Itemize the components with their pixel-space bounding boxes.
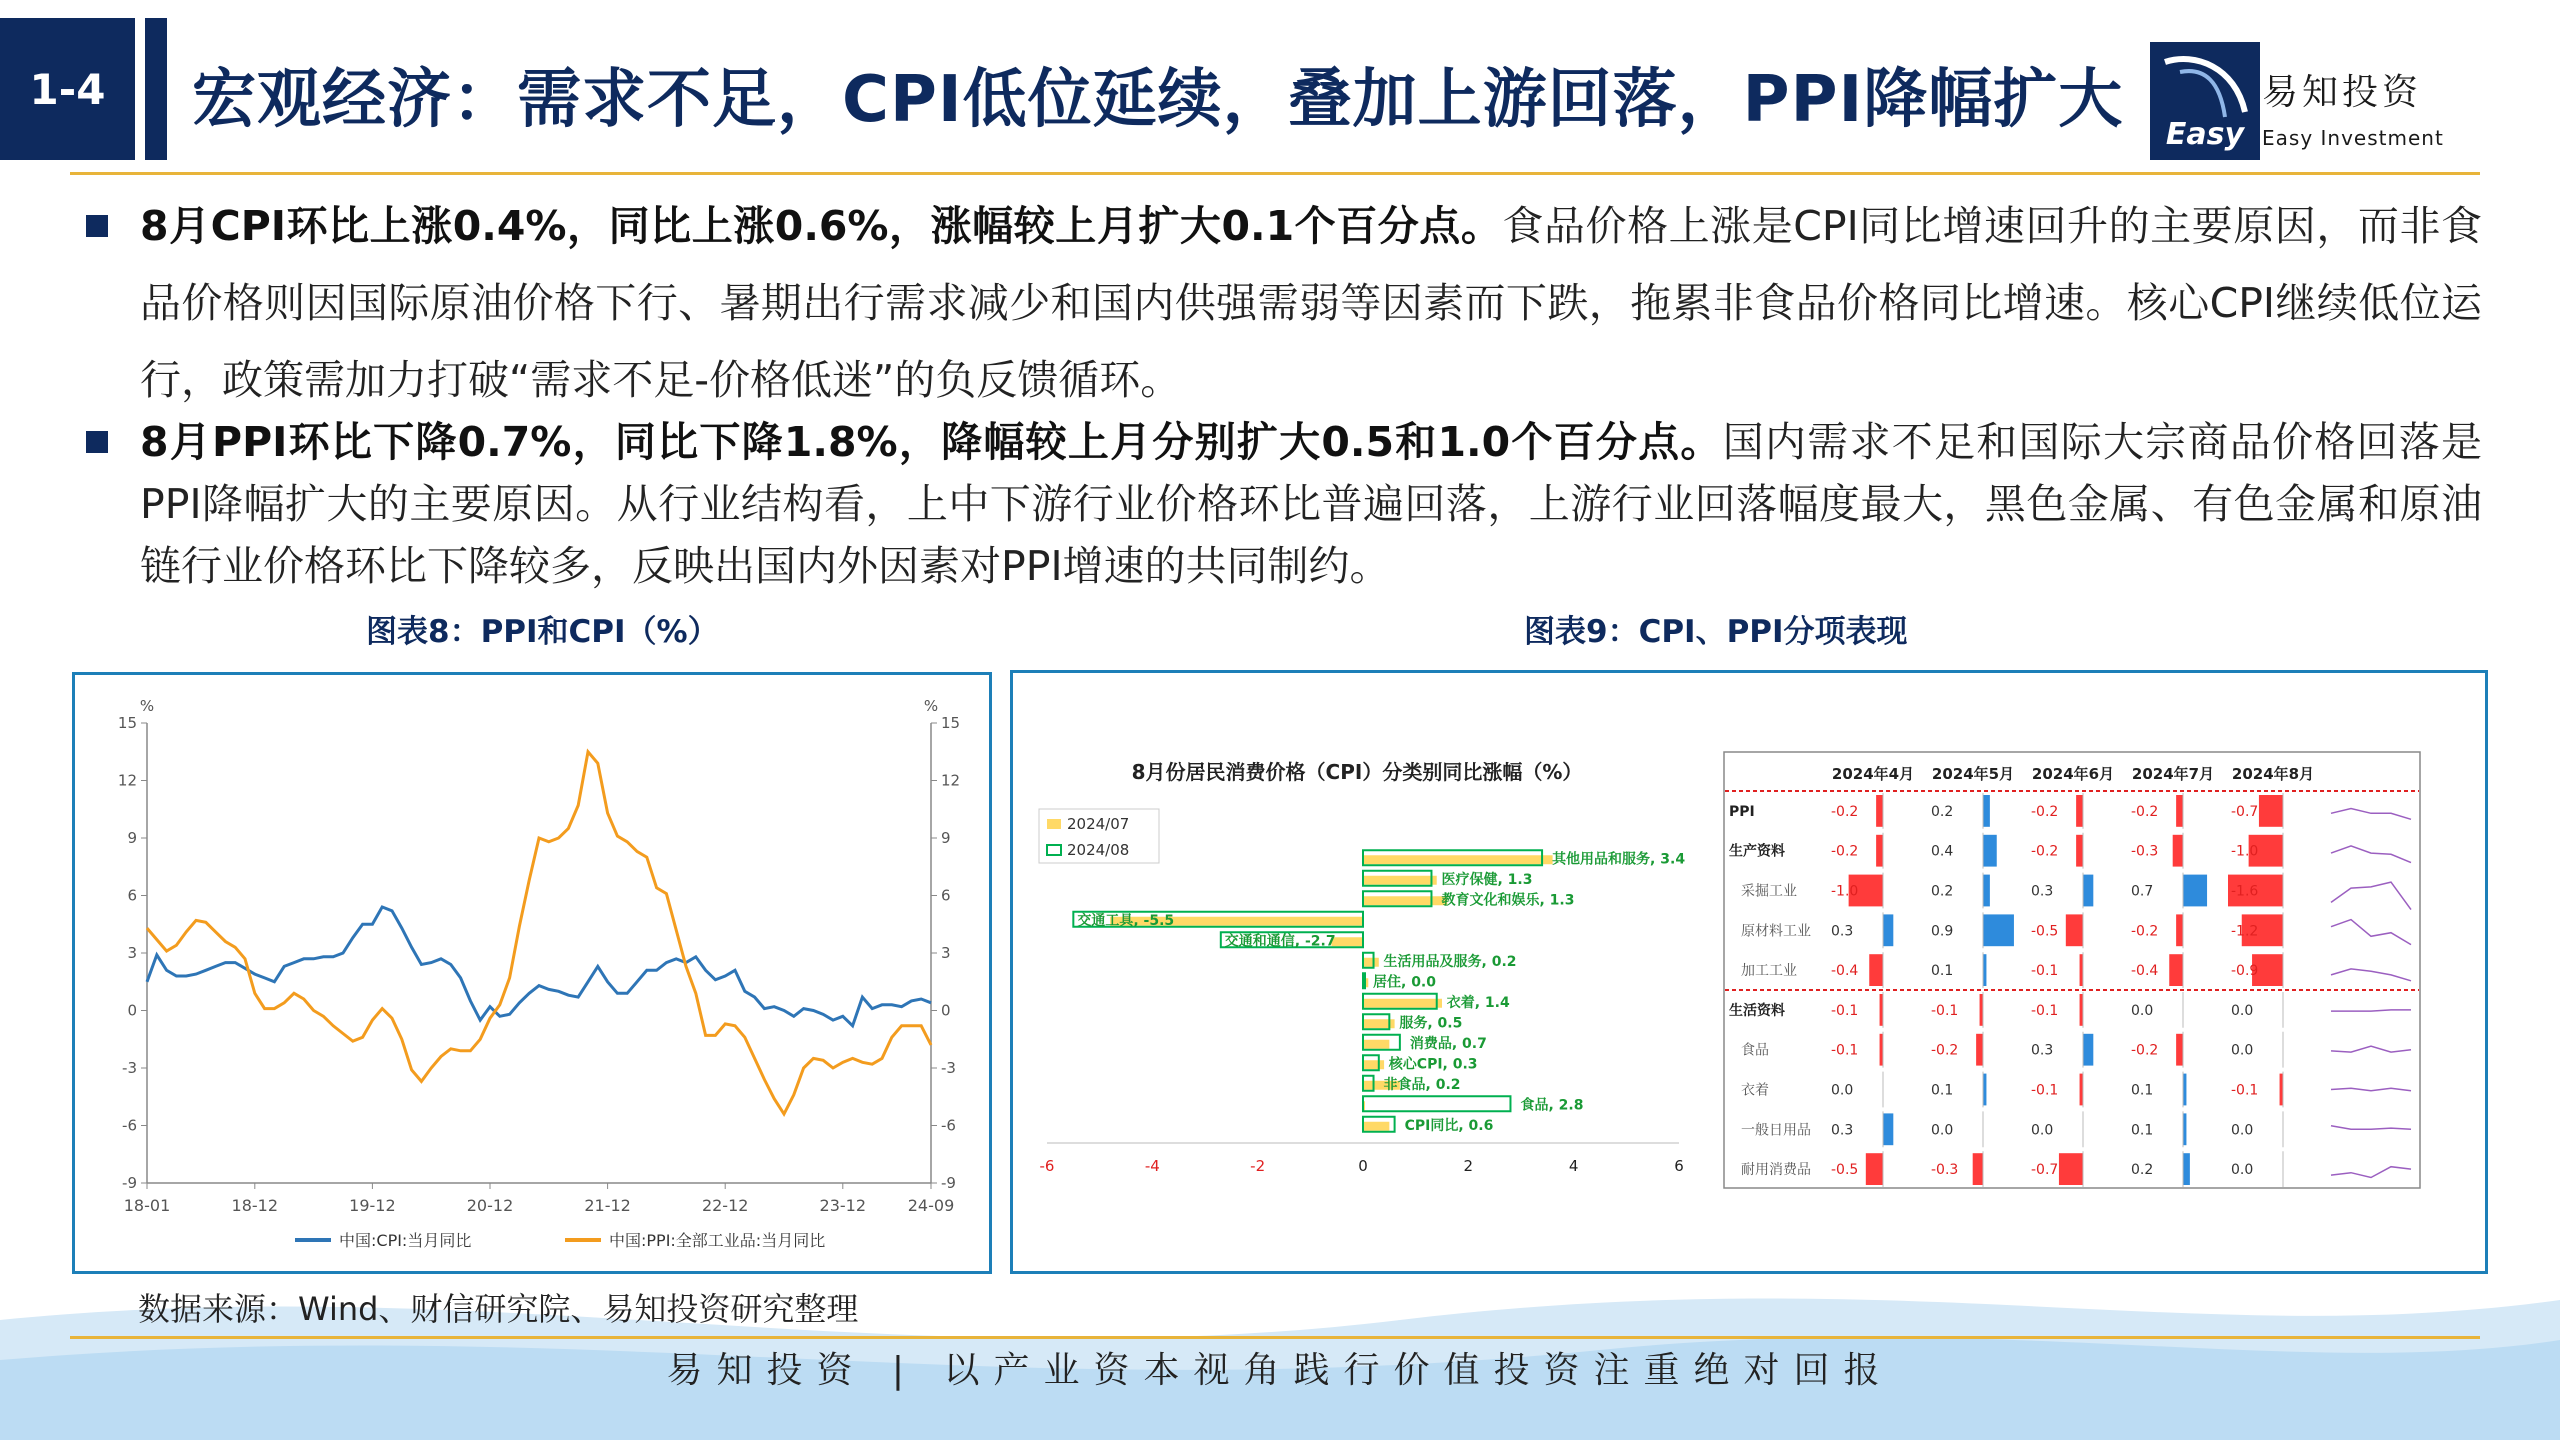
bullet-cpi-headline: 8月CPI环比上涨0.4%，同比上涨0.6%，涨幅较上月扩大0.1个百分点。 [140, 202, 1503, 250]
page-title: 宏观经济：需求不足，CPI低位延续，叠加上游回落，PPI降幅扩大 [192, 63, 2124, 137]
bar-data-label: 交通和通信, -2.7 [1224, 933, 1336, 950]
table-data-bar [2173, 835, 2183, 867]
bar-data-label: 食品, 2.8 [1520, 1097, 1584, 1114]
bullet-ppi [86, 411, 2482, 597]
table-cell-value: -0.2 [1831, 843, 1859, 860]
bar-data-label: 医疗保健, 1.3 [1441, 871, 1533, 888]
table-row-label: 采掘工业 [1741, 883, 1797, 900]
table-data-bar [2259, 795, 2283, 827]
x-tick-label: 22-12 [701, 1196, 749, 1215]
table-data-bar [1983, 875, 1990, 907]
y-tick-label-left: 6 [127, 886, 137, 905]
table-data-bar [2183, 1074, 2186, 1106]
table-cell-value: -0.1 [1931, 1002, 1959, 1019]
logo-chinese-name: 易知投资 [2262, 72, 2423, 113]
table-data-bar [1876, 835, 1883, 867]
data-source: 数据来源：Wind、财信研究院、易知投资研究整理 [138, 1290, 859, 1328]
top-divider [70, 172, 2480, 175]
table-column-header: 2024年6月 [2031, 765, 2115, 783]
bar-2024-07 [1363, 1040, 1389, 1049]
x-tick-label: 23-12 [819, 1196, 867, 1215]
table-data-bar [2183, 875, 2207, 907]
table-cell-value: -0.4 [2131, 963, 2159, 980]
y-tick-label-right: 3 [941, 944, 951, 962]
table-data-bar [1983, 954, 1986, 986]
bar-data-label: 非食品, 0.2 [1383, 1076, 1461, 1093]
legend-label: 2024/07 [1067, 815, 1130, 833]
bar-data-label: CPI同比, 0.6 [1404, 1117, 1494, 1134]
bullet-cpi-text: 食品价格上涨是CPI同比增速回升的主要原因，而非食品价格则因国际原油价格下行、暑期出行需求减少和国内供强需弱等因素而下跌，拖累非食品价格同比增速。核心CPI继续低位运行，政策需加力打破“需求不足-价格低迷”的负反馈循环。 [140, 202, 2482, 404]
table-cell-value: 0.4 [1931, 843, 1954, 860]
y-tick-label-left: 15 [117, 714, 137, 732]
table-data-bar [1880, 1034, 1883, 1066]
table-cell-value: 0.1 [1931, 963, 1954, 980]
bar-data-label: 交通工具, -5.5 [1077, 912, 1175, 929]
bar-data-label: 生活用品及服务, 0.2 [1383, 953, 1517, 970]
logo-english-name: Easy Investment [2262, 126, 2444, 150]
table-cell-value: 0.0 [2131, 1002, 2154, 1019]
table-cell-value: 0.7 [2131, 883, 2154, 900]
table-cell-value: -0.5 [1831, 1162, 1859, 1179]
table-data-bar [1880, 994, 1883, 1026]
table-cell-value: 0.1 [2131, 1082, 2154, 1099]
table-cell-value: 0.0 [2231, 1042, 2254, 1059]
footer-slogan: 易知投资 | 以产业资本视角践行价值投资注重绝对回报 [666, 1350, 1894, 1391]
y-tick-label-left: 3 [127, 944, 137, 962]
y-tick-label-right: 6 [941, 886, 951, 905]
table-cell-value: 0.0 [2231, 1002, 2254, 1019]
table-data-bar [2280, 1074, 2283, 1106]
table-cell-value: 0.2 [2131, 1162, 2154, 1179]
bar-data-label: 居住, 0.0 [1373, 974, 1436, 991]
y-tick-label-right: -6 [941, 1116, 956, 1135]
bullet-square-icon [86, 431, 108, 453]
table-cell-value: -0.2 [2131, 803, 2159, 820]
table-cell-value: -1.0 [2231, 843, 2259, 860]
bullet-ppi-headline: 8月PPI环比下降0.7%，同比下降1.8%，降幅较上月分别扩大0.5和1.0个百分点。 [140, 418, 1723, 466]
y-tick-label-left: -9 [122, 1174, 137, 1192]
table-data-bar [2083, 875, 2093, 907]
cpi-category-bar-chart [1017, 743, 1697, 1193]
x-tick-label: 4 [1568, 1157, 1579, 1175]
bar-data-label: 服务, 0.5 [1399, 1015, 1463, 1032]
table-cell-value: -0.5 [2031, 923, 2059, 940]
bar-2024-08 [1363, 1096, 1510, 1111]
y-tick-label-left: 12 [117, 771, 137, 790]
table-cell-value: -0.1 [2031, 1002, 2059, 1019]
table-data-bar [1983, 795, 1990, 827]
header [0, 0, 2560, 170]
table-cell-value: -0.2 [2031, 803, 2059, 820]
table-cell-value: 0.0 [2231, 1122, 2254, 1139]
table-cell-value: -0.3 [1931, 1162, 1959, 1179]
y-tick-label-left: 9 [127, 829, 137, 847]
legend-label: 2024/08 [1067, 841, 1130, 859]
bar-2024-07 [1363, 999, 1442, 1008]
table-data-bar [2176, 914, 2183, 946]
bar-chart-title: 8月份居民消费价格（CPI）分类别同比涨幅（%） [1131, 760, 1583, 784]
table-data-bar [2183, 1153, 2190, 1185]
table-cell-value: -1.2 [2231, 923, 2259, 940]
table-cell-value: 0.2 [1931, 883, 1954, 900]
bar-2024-07 [1363, 958, 1379, 967]
bar-2024-07 [1363, 876, 1437, 885]
table-cell-value: -0.1 [2031, 1082, 2059, 1099]
table-cell-value: -0.9 [2231, 963, 2259, 980]
legend-label: 中国:CPI:当月同比 [339, 1231, 472, 1250]
x-tick-label: 6 [1674, 1157, 1684, 1175]
x-tick-label: 24-09 [907, 1196, 955, 1215]
x-tick-label: 0 [1358, 1157, 1368, 1175]
table-data-bar [1973, 1153, 1983, 1185]
table-cell-value: 0.0 [1931, 1122, 1954, 1139]
table-cell-value: 0.3 [1831, 923, 1854, 940]
table-row-label: 耐用消费品 [1741, 1162, 1811, 1179]
bullet-ppi-text: 国内需求不足和国际大宗商品价格回落是PPI降幅扩大的主要原因。从行业结构看，上中下游行业价格环比普遍回落，上游行业回落幅度最大，黑色金属、有色金属和原油链行业价格环比下降较多，反映出国内外因素对PPI增速的共同制约。 [140, 418, 2483, 590]
table-cell-value: 0.1 [2131, 1122, 2154, 1139]
table-row-label: 加工工业 [1741, 963, 1797, 980]
table-data-bar [1983, 1074, 1986, 1106]
legend-label: 中国:PPI:全部工业品:当月同比 [609, 1231, 826, 1250]
bar-2024-07 [1331, 937, 1363, 946]
x-tick-label: 20-12 [466, 1196, 514, 1215]
table-data-bar [2176, 795, 2183, 827]
table-data-bar [2080, 1074, 2083, 1106]
table-cell-value: -0.2 [2131, 1042, 2159, 1059]
x-tick-label: -4 [1144, 1157, 1160, 1175]
table-column-header: 2024年4月 [1831, 765, 1915, 783]
y-tick-label-left: 0 [127, 1001, 137, 1020]
table-cell-value: -0.2 [2131, 923, 2159, 940]
table-data-bar [1869, 954, 1883, 986]
bar-data-label: 消费品, 0.7 [1409, 1035, 1487, 1052]
table-row-label: PPI [1729, 803, 1755, 820]
table-data-bar [1883, 1113, 1893, 1145]
table-cell-value: -0.2 [1931, 1042, 1959, 1059]
bar-data-label: 核心CPI, 0.3 [1388, 1056, 1478, 1073]
table-cell-value: -0.7 [2231, 803, 2259, 820]
x-tick-label: 18-01 [123, 1196, 171, 1215]
table-cell-value: 0.1 [1931, 1082, 1954, 1099]
bottom-divider [70, 1336, 2480, 1339]
table-data-bar [2059, 1153, 2083, 1185]
x-tick-label: 18-12 [231, 1196, 279, 1215]
y-tick-label-left: -6 [122, 1116, 137, 1135]
ppi-cpi-line-chart [75, 675, 989, 1271]
chart8-caption: 图表8：PPI和CPI（%） [366, 614, 719, 650]
table-data-bar [1866, 1153, 1883, 1185]
table-cell-value: -0.1 [2031, 963, 2059, 980]
chart9-frame [1010, 670, 2488, 1274]
table-cell-value: -0.3 [2131, 843, 2159, 860]
table-data-bar [1983, 914, 2014, 946]
bullet-square-icon [86, 215, 108, 237]
table-column-header: 2024年8月 [2231, 765, 2315, 783]
table-row-label: 一般日用品 [1741, 1122, 1811, 1139]
bar-2024-07 [1363, 1060, 1384, 1069]
table-data-bar [2183, 1113, 2186, 1145]
table-data-bar [1976, 1034, 1983, 1066]
y-tick-label-left: -3 [122, 1059, 137, 1077]
chart8-frame [72, 672, 992, 1274]
table-cell-value: -0.4 [1831, 963, 1859, 980]
table-data-bar [2076, 795, 2083, 827]
table-cell-value: 0.2 [1931, 803, 1954, 820]
x-tick-label: -6 [1039, 1157, 1055, 1175]
x-tick-label: -2 [1250, 1157, 1266, 1175]
x-tick-label: 21-12 [584, 1196, 631, 1215]
bar-data-label: 衣着, 1.4 [1446, 994, 1510, 1011]
table-column-header: 2024年5月 [1931, 765, 2015, 783]
table-row-label: 原材料工业 [1741, 923, 1811, 940]
y-tick-label-right: -3 [941, 1059, 956, 1077]
table-data-bar [2169, 954, 2183, 986]
table-data-bar [2080, 954, 2083, 986]
table-cell-value: -0.1 [1831, 1042, 1859, 1059]
page-number: 1-4 [0, 18, 135, 160]
y-tick-label-right: 9 [941, 829, 951, 847]
left-axis-unit: % [139, 697, 155, 715]
table-row-label: 衣着 [1741, 1082, 1769, 1099]
table-cell-value: 0.0 [2231, 1162, 2254, 1179]
bar-2024-07 [1363, 1122, 1389, 1131]
logo-icon [2150, 42, 2260, 160]
x-tick-label: 19-12 [349, 1196, 396, 1215]
table-data-bar [1876, 795, 1883, 827]
table-cell-value: -0.2 [1831, 803, 1859, 820]
logo-mark-text: Easy [2165, 117, 2245, 152]
bar-2024-08 [1363, 973, 1365, 988]
x-tick-label: 2 [1463, 1157, 1474, 1175]
table-cell-value: 0.0 [1831, 1082, 1854, 1099]
table-cell-value: 0.9 [1931, 923, 1954, 940]
table-cell-value: 0.3 [2031, 883, 2054, 900]
y-tick-label-right: -9 [941, 1174, 956, 1192]
table-cell-value: 0.3 [1831, 1122, 1854, 1139]
table-row-label: 食品 [1741, 1042, 1769, 1059]
table-cell-value: -0.1 [2231, 1082, 2259, 1099]
table-data-bar [2083, 1034, 2093, 1066]
legend-swatch [1047, 819, 1061, 829]
header-accent-bar [145, 18, 167, 160]
bullet-cpi [86, 188, 2482, 419]
table-row-label: 生活资料 [1729, 1002, 1785, 1019]
table-cell-value: -0.1 [1831, 1002, 1859, 1019]
chart9-caption: 图表9：CPI、PPI分项表现 [1524, 614, 1908, 650]
series-line-ppi [147, 752, 931, 1114]
table-data-bar [2176, 1034, 2183, 1066]
table-data-bar [1983, 835, 1997, 867]
bar-data-label: 教育文化和娱乐, 1.3 [1441, 892, 1575, 909]
table-data-bar [2080, 994, 2083, 1026]
right-axis-unit: % [923, 697, 939, 715]
table-data-bar [2076, 835, 2083, 867]
bar-2024-07 [1363, 896, 1447, 905]
table-cell-value: 0.3 [2031, 1042, 2054, 1059]
bar-2024-07 [1363, 855, 1553, 864]
table-cell-value: -0.2 [2031, 843, 2059, 860]
y-tick-label-right: 0 [941, 1001, 951, 1020]
table-data-bar [1883, 914, 1893, 946]
table-column-header: 2024年7月 [2131, 765, 2215, 783]
table-row-label: 生产资料 [1729, 843, 1785, 860]
table-cell-value: -1.0 [1831, 883, 1859, 900]
table-border [1724, 752, 2420, 1188]
bar-data-label: 其他用品和服务, 3.4 [1552, 851, 1686, 868]
summary-bullets [86, 188, 2482, 597]
table-data-bar [1980, 994, 1983, 1026]
table-data-bar [2066, 914, 2083, 946]
table-cell-value: -1.6 [2231, 883, 2259, 900]
ppi-component-table [1723, 751, 2423, 1191]
y-tick-label-right: 15 [941, 714, 961, 732]
table-cell-value: -0.7 [2031, 1162, 2059, 1179]
table-cell-value: 0.0 [2031, 1122, 2054, 1139]
y-tick-label-right: 12 [941, 771, 961, 790]
